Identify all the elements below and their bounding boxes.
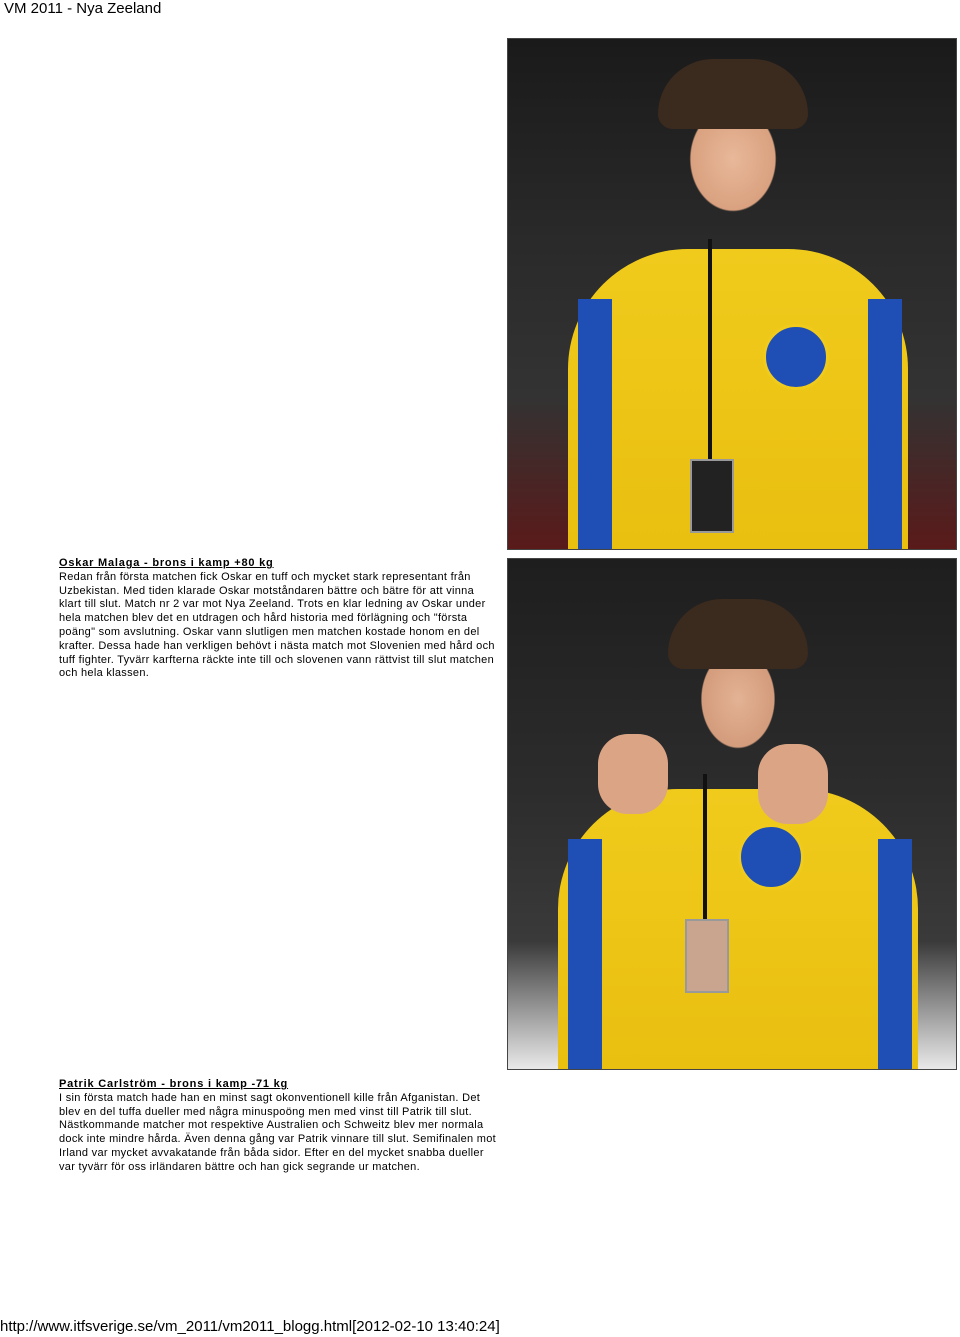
medal-icon <box>690 459 734 533</box>
lanyard-shape <box>708 239 712 459</box>
sleeve-stripe <box>568 839 602 1070</box>
fist-shape <box>598 734 668 814</box>
page-footer-url: http://www.itfsverige.se/vm_2011/vm2011_blogg.html[2012-02-10 13:40:24] <box>0 1318 500 1335</box>
article-patrik-carlstrom <box>59 1078 499 1175</box>
sleeve-stripe <box>578 299 612 549</box>
article-body: I sin första match hade han en minst sagt okonventionell kille från Afganistan. Det blev en del tuffa dueller med några minuspoöng men med vinst till Patrik till slut. Nästkommande matcher mot respektive Australien och Schweitz blev mer normala dock inte mindre hårda. Även denna gång var Patrik vinnare till slut. Semifinalen mot Irland var mycket avvakatande från båda sidor. Efter en del mycket snabba dueller var tyvärr för oss irländaren bättre och han gick segrande ur matchen. <box>59 1091 496 1173</box>
photo-patrik-carlstrom <box>507 558 957 1070</box>
page-title: VM 2011 - Nya Zeeland <box>4 0 162 17</box>
lanyard-shape <box>703 774 707 924</box>
article-oskar-malaga <box>59 557 499 681</box>
sleeve-stripe <box>878 839 912 1070</box>
hair-shape <box>668 599 808 669</box>
photo-oskar-malaga <box>507 38 957 550</box>
hair-shape <box>658 59 808 129</box>
club-badge-icon <box>738 824 804 890</box>
club-badge-icon <box>763 324 829 390</box>
article-heading: Oskar Malaga - brons i kamp +80 kg <box>59 557 274 569</box>
jacket-shape <box>568 249 908 549</box>
sleeve-stripe <box>868 299 902 549</box>
medal-icon <box>685 919 729 993</box>
jacket-shape <box>558 789 918 1070</box>
article-body: Redan från första matchen fick Oskar en tuff och mycket stark representant från Uzbekistan. Med tiden klarade Oskar motståndaren bättre och bätre för att vinna klart till slut. Match nr 2 var mot Nya Zeeland. Trots en klar ledning av Oskar under hela matchen blev det en utdragen och hård historia med förlägning och "första poäng" som avslutning. Oskar vann slutligen men matchen kostade honom en del krafter. Dessa hade han verkligen behövt i nästa match mot Slovenien med hård och tuff fighter. Tyvärr karfterna räckte inte till och slovenen vann rättvist till slut matchen och hela klassen. <box>59 570 495 680</box>
article-heading: Patrik Carlström - brons i kamp -71 kg <box>59 1078 289 1090</box>
fist-shape <box>758 744 828 824</box>
